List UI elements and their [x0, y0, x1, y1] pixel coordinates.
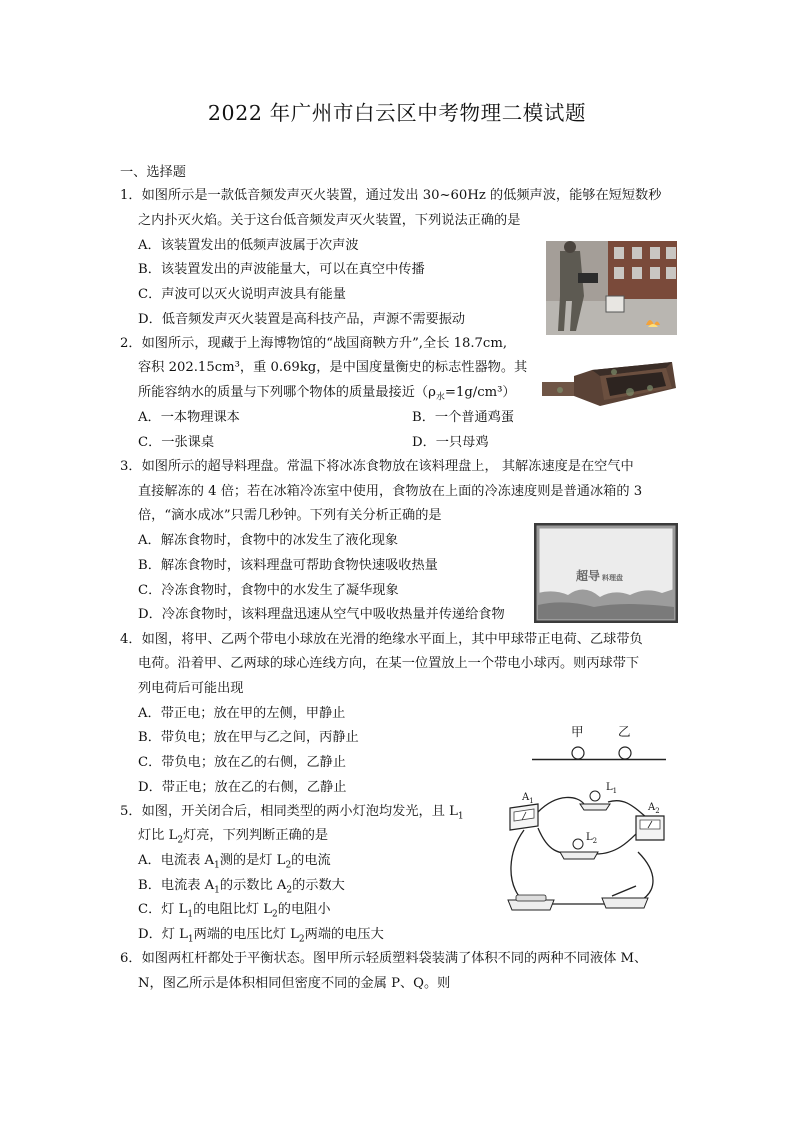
q5-sub: 1: [214, 860, 220, 871]
q5-option-c: [138, 901, 331, 924]
q3-option-c: C．冷冻食物时，食物中的水发生了凝华现象: [138, 583, 399, 598]
label-l2: [586, 832, 597, 845]
q1-option-b: B．该装置发出的声波能量大，可以在真空中传播: [138, 262, 425, 277]
q6-stem-line1: 6．如图两杠杆都处于平衡状态。图甲所示轻质塑料袋装满了体积不同的两种不同液体 M、: [120, 951, 648, 966]
q5-a-mid: 测的是灯 L: [219, 853, 286, 868]
q4-stem-line1: 4．如图，将甲、乙两个带电小球放在光滑的绝缘水平面上，其中甲球带正电荷、乙球带负: [120, 632, 643, 647]
q5-d-pre: D．灯 L: [138, 927, 188, 942]
q2-photo-shang-yang-measure: [540, 348, 680, 412]
q3-stem-line1: 3．如图所示的超导料理盘。常温下将冰冻食物放在该料理盘上， 其解冻速度是在空气中: [120, 459, 634, 474]
q1-stem-line1: 1．如图所示是一款低音频发声灭火装置，通过发出 30~60Hz 的低频声波，能够在短短数秒: [120, 188, 662, 203]
q3-tray-brand-small: 料理盘: [602, 574, 624, 582]
q5-a-post: 的电流: [291, 853, 331, 868]
label-a1-text: A: [522, 792, 530, 803]
q1-option-d: D．低音频发声灭火装置是高科技产品，声源不需要振动: [138, 312, 466, 327]
q5-stem-line1-text: 5．如图，开关闭合后，相同类型的两小灯泡均发光，且 L: [120, 804, 458, 819]
ball-jia: [572, 747, 584, 759]
q5-sub: 2: [177, 835, 184, 846]
q5-sub: 1: [187, 909, 194, 920]
q4-figure-two-balls: [528, 722, 670, 768]
q3-option-d: D．冷冻食物时，该料理盘迅速从空气中吸收热量并传递给食物: [138, 607, 505, 622]
label-l1-text: L: [606, 782, 613, 793]
q5-sub: 1: [187, 934, 194, 945]
q5-sub: 2: [286, 885, 293, 896]
q2-option-a: A．一本物理课本: [138, 410, 240, 425]
q5-stem-line2: [138, 827, 328, 850]
q5-c-mid: 的电阻比灯 L: [193, 902, 273, 917]
q2-stem-line2: 容积 202.15cm³，重 0.69kg，是中国度量衡史的标志性器物。其: [138, 360, 528, 375]
q1-option-a: A．该装置发出的低频声波属于次声波: [138, 238, 359, 253]
q5-c-pre: C．灯 L: [138, 902, 188, 917]
q2-rho-subscript: 水: [435, 392, 445, 403]
q5-sub: 1: [612, 787, 618, 795]
label-a2: [648, 802, 660, 815]
q4-option-a: A．带正电；放在甲的左侧，甲静止: [138, 706, 346, 721]
q5-d-post: 两端的电压大: [304, 927, 384, 942]
q3-tray-brand-big: 超导: [576, 569, 601, 583]
q4-option-b: B．带负电；放在甲与乙之间，丙静止: [138, 730, 359, 745]
q5-sub: 2: [592, 837, 598, 845]
q2-stem-line3-pre: 所能容纳水的质量与下列哪个物体的质量最接近（ρ: [138, 385, 436, 400]
q2-stem-line3: [138, 384, 516, 407]
q5-option-b: [138, 877, 345, 900]
q1-photo-fire-extinguisher: [546, 241, 677, 335]
page-title: 2022 年广州市白云区中考物理二模试题: [207, 101, 587, 125]
q3-photo-superconducting-tray: [534, 523, 678, 623]
ammeter-a2: [636, 816, 664, 840]
q5-d-mid: 两端的电压比灯 L: [193, 927, 299, 942]
q6-stem-line2: N，图乙所示是体积相同但密度不同的金属 P、Q。则: [138, 976, 451, 991]
label-a2-text: A: [648, 802, 656, 813]
q5-sub: 2: [272, 909, 278, 920]
q5-sub: 2: [285, 860, 292, 871]
q5-option-a: [138, 852, 331, 875]
q5-circuit-diagram: [498, 782, 676, 917]
q1-option-c: C．声波可以灭火说明声波具有能量: [138, 287, 346, 302]
q3-tray-brand-text: [576, 567, 623, 584]
label-l1: [606, 782, 617, 795]
q5-sub: 1: [457, 811, 464, 822]
q2-stem-line3-post: =1g/cm³）: [444, 385, 516, 400]
label-jia: 甲: [571, 724, 584, 739]
q3-stem-line3: 倍，“滴水成冰”只需几秒钟。下列有关分析正确的是: [138, 508, 442, 523]
q2-option-c: C．一张课桌: [138, 435, 215, 450]
q5-b-pre: B．电流表 A: [138, 878, 215, 893]
q3-option-a: A．解冻食物时，食物中的冰发生了液化现象: [138, 533, 399, 548]
q5-stem-line2-pre: 灯比 L: [138, 828, 178, 843]
label-yi: 乙: [618, 724, 631, 739]
q4-stem-line2: 电荷。沿着甲、乙两球的球心连线方向，在某一位置放上一个带电小球丙。则丙球带下: [138, 656, 640, 671]
section-heading: 一、选择题: [120, 165, 186, 180]
q2-option-b: B．一个普通鸡蛋: [412, 410, 515, 425]
q5-sub: 2: [298, 934, 305, 945]
q1-stem-line2: 之内扑灭火焰。关于这台低音频发声灭火装置，下列说法正确的是: [138, 213, 521, 228]
q2-stem-line1: 2．如图所示，现藏于上海博物馆的“战国商鞅方升”,全长 18.7cm,: [120, 336, 508, 351]
q4-option-c: C．带负电；放在乙的右侧，乙静止: [138, 755, 346, 770]
q4-option-d: D．带正电；放在乙的右侧，乙静止: [138, 780, 347, 795]
q5-b-post: 的示数大: [292, 878, 345, 893]
q5-stem-line2-post: 灯亮，下列判断正确的是: [183, 828, 329, 843]
q4-stem-line3: 列电荷后可能出现: [138, 681, 244, 696]
battery: [508, 895, 554, 910]
label-a1: [522, 792, 534, 805]
label-l2-text: L: [586, 832, 593, 843]
q5-stem-line1: [120, 803, 464, 826]
q5-b-mid: 的示数比 A: [219, 878, 287, 893]
q3-stem-line2: 直接解冻的 4 倍；若在冰箱冷冻室中使用，食物放在上面的冷冻速度则是普通冰箱的 3: [138, 484, 643, 499]
q5-sub: 1: [214, 885, 220, 896]
q5-sub: 1: [529, 797, 534, 805]
q5-c-post: 的电阻小: [277, 902, 331, 917]
q2-option-d: D．一只母鸡: [412, 435, 489, 450]
q3-option-b: B．解冻食物时，该料理盘可帮助食物快速吸收热量: [138, 558, 438, 573]
q5-sub: 2: [655, 807, 660, 815]
q5-option-d: [138, 926, 384, 949]
switch: [602, 886, 648, 908]
ammeter-a1: [510, 804, 538, 830]
ball-yi: [619, 747, 631, 759]
q5-a-pre: A．电流表 A: [138, 853, 214, 868]
